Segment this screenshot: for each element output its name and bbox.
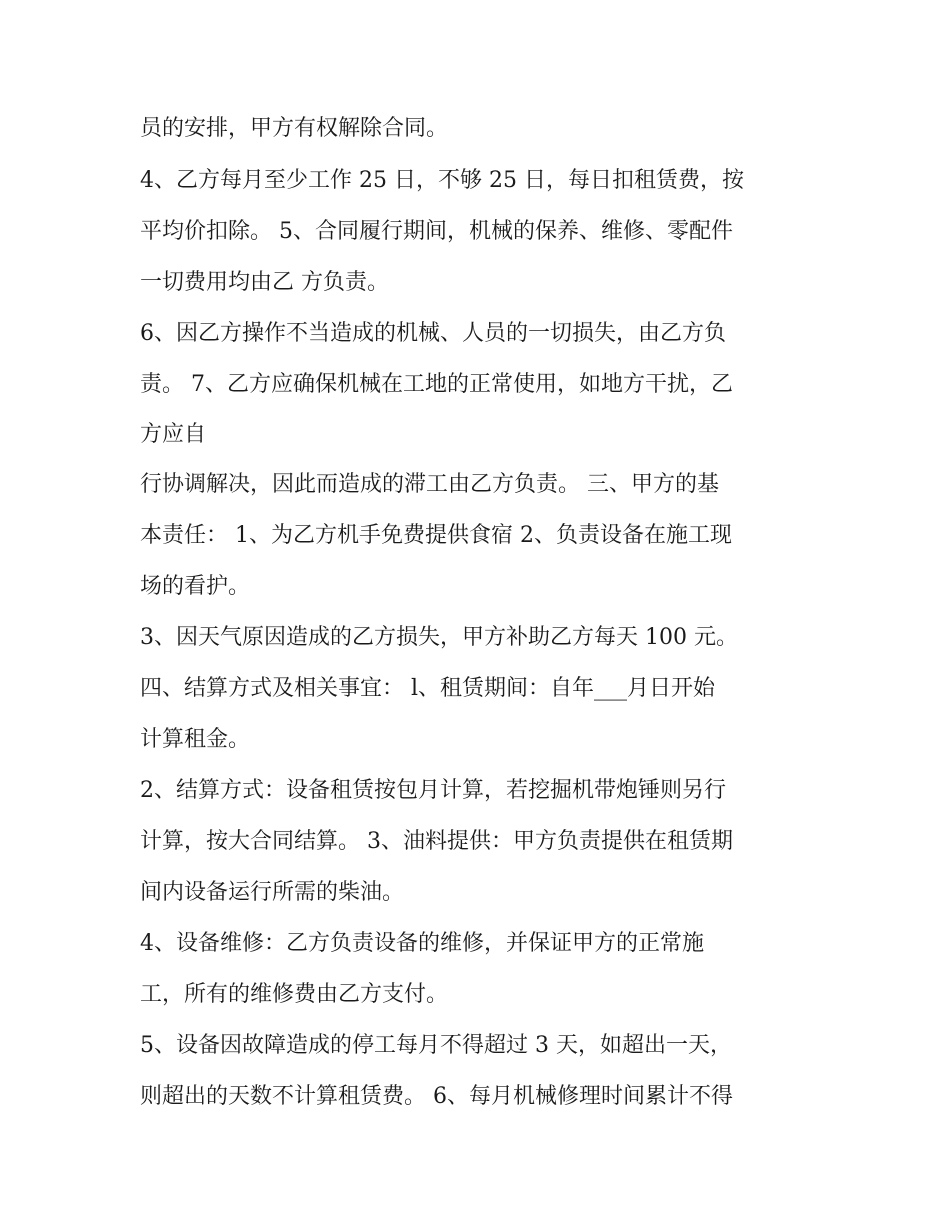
text-line: 行协调解决，因此而造成的滞工由乙方负责。 三、甲方的基 xyxy=(140,472,719,497)
text-line: 计算租金。 xyxy=(140,727,251,752)
text-line: 则超出的天数不计算租赁费。 6、每月机械修理时间累计不得 xyxy=(140,1084,733,1109)
text-line: 一切费用均由乙 方负责。 xyxy=(140,270,389,295)
text-line: 四、结算方式及相关事宜： l、租赁期间：自年___月日开始 xyxy=(140,676,716,701)
text-line: 3、因天气原因造成的乙方损失，甲方补助乙方每天 100 元。 xyxy=(140,625,738,650)
text-line: 4、乙方每月至少工作 25 日，不够 25 日，每日扣租赁费，按 xyxy=(140,168,744,193)
text-line: 计算，按大合同结算。 3、油料提供：甲方负责提供在租赁期 xyxy=(140,829,733,854)
text-line: 方应自 xyxy=(140,422,207,447)
text-line: 6、因乙方操作不当造成的机械、人员的一切损失，由乙方负 xyxy=(140,321,726,346)
text-line: 场的看护。 xyxy=(140,574,251,599)
text-line: 2、结算方式：设备租赁按包月计算，若挖掘机带炮锤则另行 xyxy=(140,778,726,803)
text-line: 5、设备因故障造成的停工每月不得超过 3 天，如超出一天， xyxy=(140,1033,732,1058)
text-line: 间内设备运行所需的柴油。 xyxy=(140,880,405,905)
text-line: 工，所有的维修费由乙方支付。 xyxy=(140,982,449,1007)
text-line: 4、设备维修：乙方负责设备的维修，并保证甲方的正常施 xyxy=(140,931,704,956)
text-line: 员的安排，甲方有权解除合同。 xyxy=(140,116,449,141)
text-line: 平均价扣除。 5、合同履行期间，机械的保养、维修、零配件 xyxy=(140,219,733,244)
text-line: 责。 7、乙方应确保机械在工地的正常使用，如地方干扰，乙 xyxy=(140,372,733,397)
text-line: 本责任： 1、为乙方机手免费提供食宿 2、负责设备在施工现 xyxy=(140,523,732,548)
